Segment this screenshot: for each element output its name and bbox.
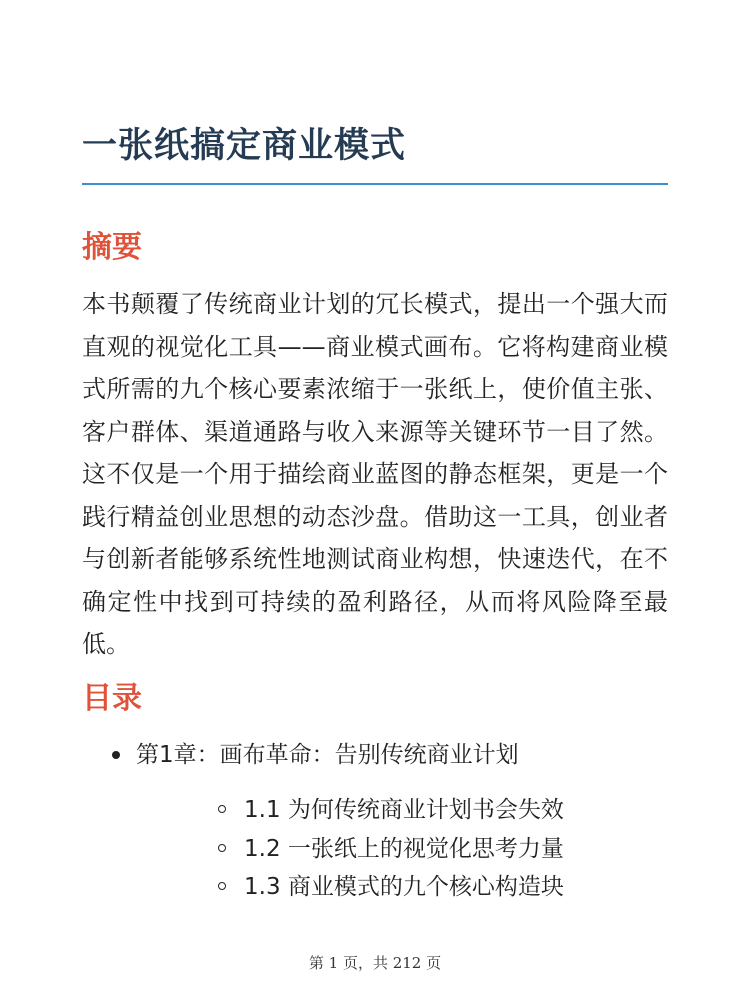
toc-section-label: 1.3 商业模式的九个核心构造块 bbox=[244, 874, 564, 900]
toc-section-1-3[interactable] bbox=[136, 868, 668, 907]
bullet-disc-icon bbox=[112, 751, 120, 759]
bullet-circle-icon bbox=[218, 882, 226, 890]
toc-section-1-2[interactable] bbox=[136, 830, 668, 869]
bullet-circle-icon bbox=[218, 844, 226, 852]
toc-heading: 目录 bbox=[82, 681, 142, 716]
title-divider bbox=[82, 183, 668, 185]
document-title: 一张纸搞定商业模式 bbox=[82, 126, 407, 166]
toc-section-1-1[interactable] bbox=[136, 791, 668, 830]
abstract-heading: 摘要 bbox=[82, 230, 142, 265]
toc-chapter-label: 第1章：画布革命：告别传统商业计划 bbox=[136, 742, 519, 768]
toc-section-label: 1.1 为何传统商业计划书会失效 bbox=[244, 797, 564, 823]
abstract-paragraph: 本书颠覆了传统商业计划的冗长模式，提出一个强大而直观的视觉化工具——商业模式画布。它将构建商业模式所需的九个核心要素浓缩于一张纸上，使价值主张、客户群体、渠道通路与收入来源等关键环节一目了然。这不仅是一个用于描绘商业蓝图的静态框架，更是一个践行精益创业思想的动态沙盘。借助这一工具，创业者与创新者能够系统性地测试商业构想，快速迭代，在不确定性中找到可持续的盈利路径，从而将风险降至最低。 bbox=[82, 290, 668, 658]
toc-chapter-1[interactable] bbox=[82, 735, 668, 907]
toc-section-label: 1.2 一张纸上的视觉化思考力量 bbox=[244, 835, 564, 862]
bullet-circle-icon bbox=[218, 805, 226, 813]
toc-section-list bbox=[136, 791, 668, 907]
table-of-contents bbox=[82, 735, 668, 907]
page-number-footer: 第 1 页，共 212 页 bbox=[308, 954, 442, 972]
